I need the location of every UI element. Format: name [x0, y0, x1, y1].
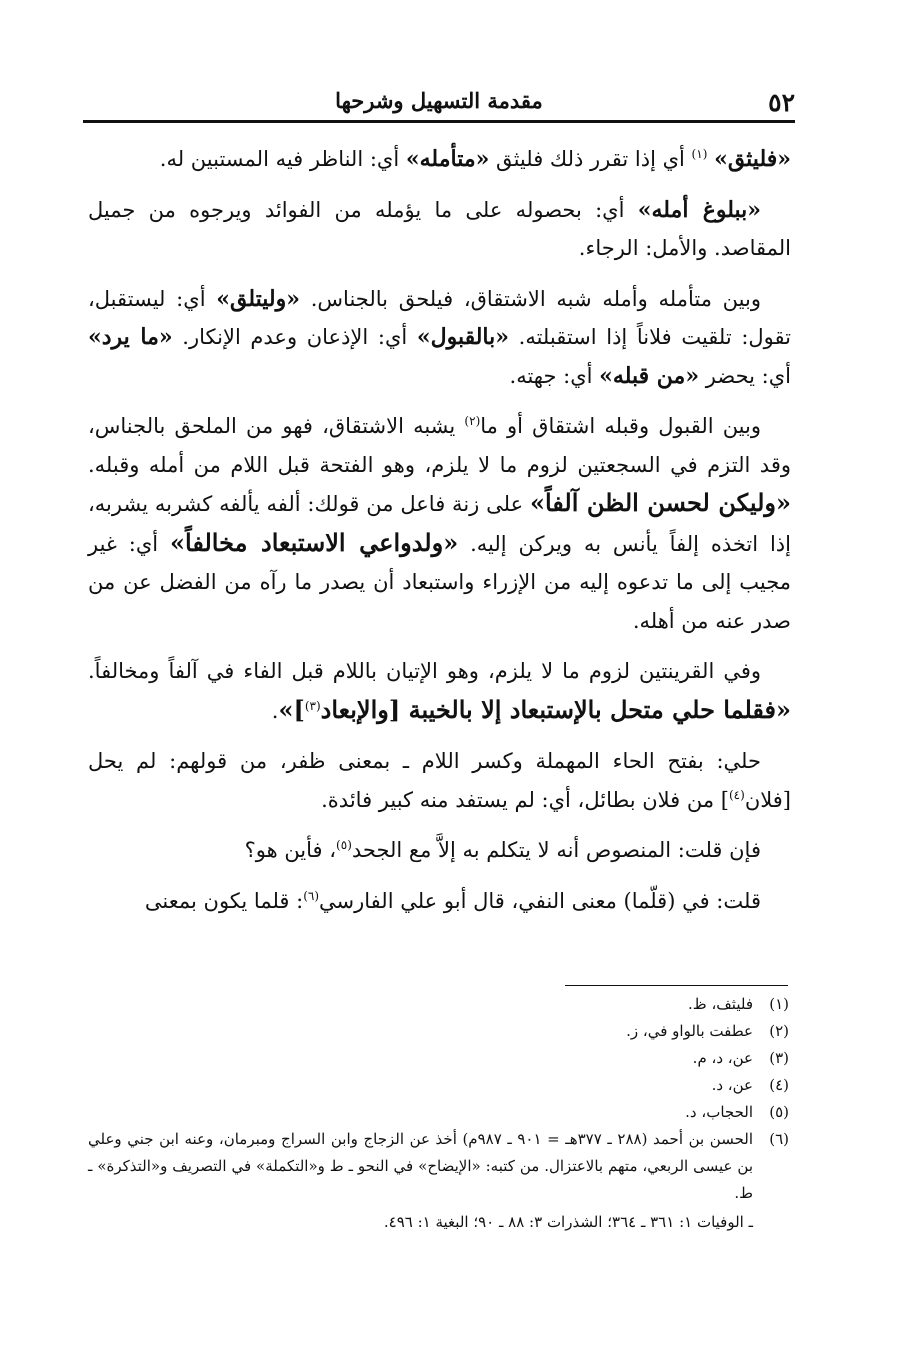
commentary-text: ] من فلان بطائل، أي: لم يستفد منه كبير فائدة. — [321, 787, 729, 812]
body-paragraph — [88, 882, 791, 921]
footnote-reference: (٣) — [304, 698, 321, 713]
footnote-number: (٦) — [769, 1130, 789, 1148]
commentary-text: وبين متأمله وأمله شبه الاشتقاق، فيلحق بالجناس. — [300, 286, 761, 311]
body-paragraph — [88, 407, 791, 640]
footnote-number: (٣) — [769, 1049, 789, 1067]
footnote-text: عن، د. — [711, 1076, 753, 1094]
commentary-text: قلت: في (قلّما) معنى النفي، قال أبو علي الفارسي — [319, 888, 761, 913]
running-head — [83, 88, 795, 120]
quoted-matn-text: «فليثق» — [714, 146, 791, 172]
quoted-matn-text: ]» — [278, 694, 305, 724]
commentary-text: فإن قلت: المنصوص أنه لا يتكلم به إلاَّ مع الجحد — [351, 838, 761, 862]
footnotes — [88, 991, 791, 1236]
commentary-text: وفي القرينتين لزوم ما لا يلزم، وهو الإتيان باللام قبل الفاء في آلفاً ومخالفاً. — [88, 659, 761, 683]
body-paragraph — [88, 280, 791, 396]
footnote-number: (٤) — [769, 1076, 789, 1094]
commentary-text: ، فأين هو؟ — [244, 838, 337, 862]
footnote-text: عطفت بالواو في، ز. — [626, 1022, 753, 1040]
commentary-text: أي: يحضر — [699, 363, 791, 388]
footnote — [88, 991, 791, 1018]
footnote-number: (٥) — [769, 1103, 789, 1121]
footnote — [88, 1045, 791, 1072]
footnote — [88, 1126, 791, 1207]
quoted-matn-text: «متأمله» — [405, 146, 490, 172]
commentary-text: أي إذا تقرر ذلك فليثق — [489, 147, 692, 171]
footnote — [88, 1018, 791, 1045]
footnote-text: فليثف، ظ. — [688, 995, 753, 1013]
quoted-matn-text: «ما يرد» — [88, 324, 173, 350]
footnote-reference: (١) — [691, 147, 708, 161]
commentary-text: أي: الإذعان وعدم الإنكار. — [172, 325, 417, 349]
running-title: مقدمة التسهيل وشرحها — [335, 88, 543, 113]
quoted-matn-text: «من قبله» — [599, 362, 700, 389]
footnote-reference: (٢) — [464, 414, 481, 428]
body-paragraph — [88, 191, 791, 268]
body-paragraph — [88, 652, 791, 730]
commentary-text: أي: الناظر فيه المستبين له. — [159, 147, 406, 171]
commentary-text: أي: غير مجيب إلى ما تدعوه إليه من الإزراء واستبعاد أن يصدر ما رآه من الفضل عن من صدر عنه من أهله. — [88, 531, 791, 633]
footnote-number: (٢) — [769, 1022, 789, 1040]
body-paragraph — [88, 831, 791, 870]
footnote-reference: (٥) — [336, 838, 352, 852]
footnote — [88, 1072, 791, 1099]
quoted-matn-text: «بالقبول» — [416, 324, 510, 350]
body-text — [88, 140, 791, 932]
footnote-text: الحجاب، د. — [685, 1103, 753, 1121]
page-number: ٥٢ — [768, 88, 795, 117]
footnote-rule — [565, 985, 788, 986]
footnote — [88, 1099, 791, 1126]
footnote-text: عن، د، م. — [692, 1049, 753, 1067]
footnote-reference: (٤) — [728, 787, 745, 802]
commentary-text: يشبه الاشتقاق، فهو من الملحق بالجناس، وقد التزم في السجعتين لزوم ما لا يلزم، وهو الفتحة قبل اللام من أمله وقبله. — [88, 414, 791, 477]
footnote-number: (١) — [769, 995, 789, 1013]
quoted-matn-text: «ببلوغ أمله» — [637, 196, 761, 223]
quoted-matn-text: «ولدواعي الاستبعاد مخالفاً» — [170, 527, 459, 557]
body-paragraph — [88, 742, 791, 819]
commentary-text: أي: بحصوله على ما يؤمله من الفوائد ويرجوه من جميل المقاصد. والأمل: الرجاء. — [88, 197, 791, 260]
commentary-text: أي: ليستقبل، تقول: تلقيت فلاناً إذا استقبلته. — [88, 286, 791, 349]
quoted-matn-text: «فقلما حلي متحل بالإستبعاد إلا بالخيبة [والإبعاد — [320, 694, 791, 724]
commentary-text: . — [271, 698, 279, 723]
footnote-sources: ـ الوفيات ١: ٣٦١ ـ ٣٦٤؛ الشذرات ٣: ٨٨ ـ ٩٠؛ البغية ١: ٤٩٦. — [383, 1213, 753, 1231]
body-paragraph — [88, 140, 791, 179]
commentary-text: حلي: بفتح الحاء المهملة وكسر اللام ـ بمعنى ظفر، من قولهم: لم يحل [فلان — [88, 749, 791, 812]
quoted-matn-text: «وليكن لحسن الظن آلفاً» — [529, 488, 791, 517]
commentary-text: أي: جهته. — [509, 363, 600, 388]
commentary-text: وبين القبول وقبله اشتقاق أو ما — [480, 414, 762, 438]
header-rule — [83, 120, 795, 123]
commentary-text: : قلما يكون بمعنى — [144, 888, 304, 913]
footnote-text: الحسن بن أحمد (٢٨٨ ـ ٣٧٧هـ = ٩٠١ ـ ٩٨٧م) أخذ عن الزجاج وابن السراج ومبرمان، وعنه ابن جني وعلي بن عيسى الربعي، متهم بالاعتزال. من كتبه: «الإيضاح» في النحو ـ ط و«التكملة» في التصريف و«التذكرة» ـ ط. — [88, 1130, 753, 1202]
commentary-text: على زنة فاعل من قولك: ألفه يألفه كشربه يشربه، إذا اتخذه إلفاً يأنس به ويركن إليه. — [88, 492, 791, 556]
quoted-matn-text: «وليتلق» — [216, 285, 301, 312]
footnote-reference: (٦) — [303, 888, 320, 903]
